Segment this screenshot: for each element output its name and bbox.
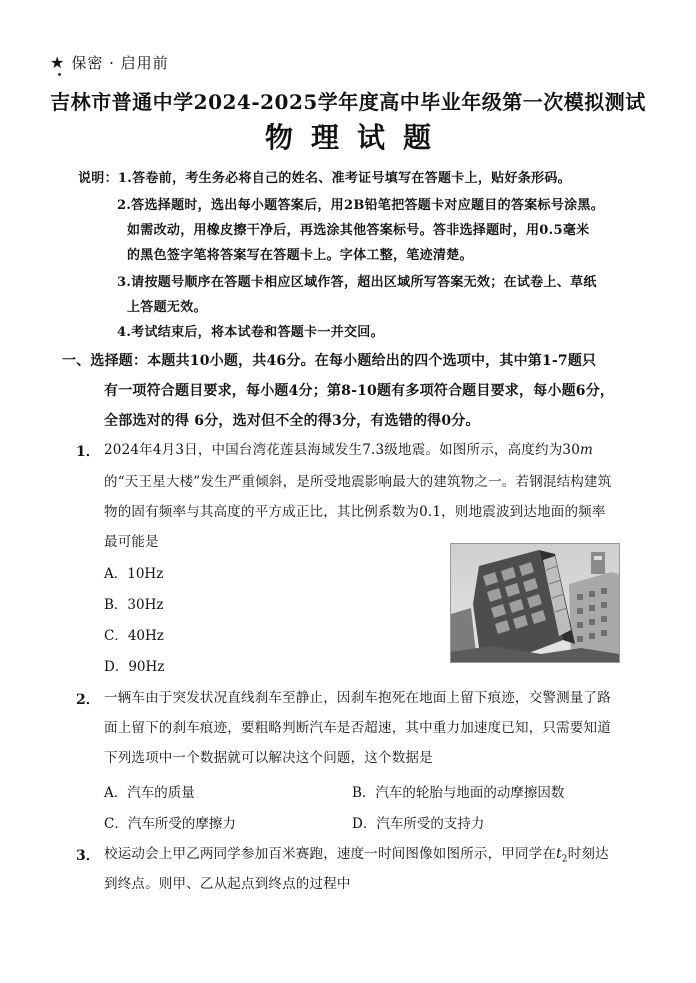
question-1-line-1: 2024年4月3日，中国台湾花莲县海域发生7.3级地震。如图所示，高度约为30m (104, 442, 593, 458)
exam-title: 吉林市普通中学2024-2025学年度高中毕业年级第一次模拟测试 (50, 90, 646, 114)
question-3-line-2: 到终点。则甲、乙从起点到终点的过程中 (104, 876, 351, 892)
question-1-option-b[interactable]: B．30Hz (104, 597, 164, 613)
question-2-option-b[interactable]: B．汽车的轮胎与地面的动摩擦因数 (352, 785, 565, 801)
star-icon: ★ (50, 53, 66, 72)
question-2-option-d[interactable]: D．汽车所受的支持力 (352, 816, 485, 832)
instructions-line-5: 3.请按题号顺序在答题卡相应区域作答，超出区域所写答案无效；在试卷上、草纸 (117, 275, 597, 290)
instructions-line-4: 的黑色签字笔将答案写在答题卡上。字体工整，笔迹清楚。 (127, 248, 473, 263)
instructions-line-6: 上答题无效。 (127, 300, 207, 315)
instructions-line-1: 说明：1.答卷前，考生务必将自己的姓名、准考证号填写在答题卡上，贴好条形码。 (78, 171, 571, 186)
instructions-line-7: 4.考试结束后，将本试卷和答题卡一并交回。 (117, 325, 384, 340)
section-heading-line-2: 有一项符合题目要求，每小题4分；第8-10题有多项符合题目要求，每小题6分， (104, 383, 615, 399)
instructions-lead: 说明： (78, 171, 118, 186)
question-3-line-1: 校运动会上甲乙两同学参加百米赛跑，速度一时间图像如图所示，甲同学在$t_2$时刻达 (104, 846, 609, 865)
tilted-building-photo (450, 543, 620, 663)
instructions-line-2: 2.答选择题时，选出每小题答案后，用2B铅笔把答题卡对应题目的答案标号涂黑。 (117, 198, 605, 213)
question-1-line-2: 的“天王星大楼”发生严重倾斜，是所受地震影响最大的建筑物之一。若钢混结构建筑 (104, 474, 612, 490)
section-heading-line-3: 全部选对的得 6分，选对但不全的得3分，有选错的得0分。 (104, 413, 480, 429)
question-2-line-1: 一辆车由于突发状况直线刹车至静止，因刹车抱死在地面上留下痕迹，交警测量了路 (104, 690, 611, 706)
decorative-dot (58, 73, 61, 76)
question-2-option-a[interactable]: A．汽车的质量 (104, 785, 195, 801)
question-1-line-3: 物的固有频率与其高度的平方成正比，其比例系数为0.1，则地震波到达地面的频率 (104, 504, 606, 520)
subject-title: 物理试题 (264, 121, 449, 154)
unit-meter: m (579, 442, 593, 458)
question-2-option-c[interactable]: C．汽车所受的摩擦力 (104, 816, 236, 832)
question-2-line-3: 下列选项中一个数据就可以解决这个问题，这个数据是 (104, 750, 433, 766)
instructions-line-3: 如需改动，用橡皮擦干净后，再选涂其他答案标号。答非选择题时，用0.5毫米 (127, 223, 590, 238)
question-1-option-a[interactable]: A．10Hz (104, 566, 164, 582)
secret-text: 保密 · 启用前 (71, 54, 169, 72)
question-1-option-d[interactable]: D．90Hz (104, 659, 165, 675)
time-subscript: 2 (561, 854, 568, 865)
question-2-number: 2． (76, 692, 100, 708)
question-3-number: 3． (76, 848, 100, 864)
question-2-line-2: 面上留下的刹车痕迹，要粗略判断汽车是否超速，其中重力加速度已知，只需要知道 (104, 720, 611, 736)
question-1-number: 1． (76, 444, 100, 460)
question-1-option-c[interactable]: C．40Hz (104, 628, 164, 644)
confidential-label (50, 52, 169, 73)
time-variable: t (556, 846, 562, 862)
question-1-line-4: 最可能是 (104, 534, 159, 550)
section-heading-line-1: 一、选择题：本题共10小题，共46分。在每小题给出的四个选项中，其中第1-7题只 (62, 353, 597, 369)
